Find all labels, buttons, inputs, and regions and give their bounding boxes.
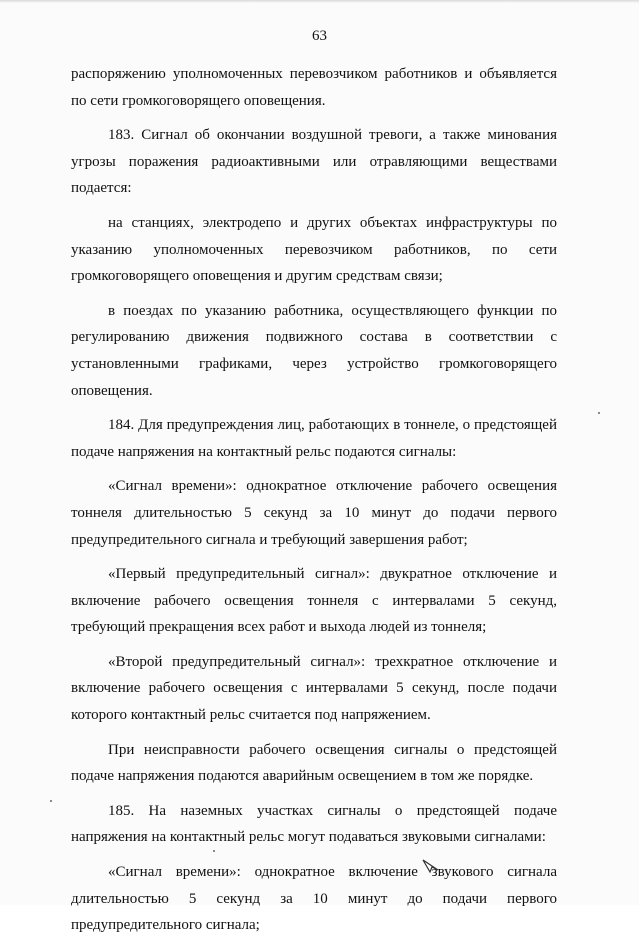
scan-speck [50,800,52,802]
paragraph-184-malfunction: При неисправности рабочего освещения сигналы о предстоящей подаче напряжения подаются аварийным освещением в том же порядке. [71,741,557,785]
paragraph-185: 185. На наземных участках сигналы о предстоящей подаче напряжения на контактный рельс могут подаваться звуковыми сигналами: [71,802,557,846]
scan-speck [213,850,215,852]
paragraph-184-time-signal: «Сигнал времени»: однократное отключение рабочего освещения тоннеля длительностью 5 секунд за 10 минут до подачи первого предупредительного сигнала и требующий завершения работ; [71,478,557,548]
scan-speck [598,412,600,414]
paragraph-continuation: распоряжению уполномоченных перевозчиком работников и объявляется по сети громкоговорящего оповещения. [71,66,557,109]
pen-mark-icon [421,858,443,878]
page-number: 63 [312,28,327,44]
paragraph-185-time-signal: «Сигнал времени»: однократное включение звукового сигнала длительностью 5 секунд за 10 минут до подачи первого предупредительного сигнала; [71,864,557,934]
document-body [71,61,557,939]
paragraph-183: 183. Сигнал об окончании воздушной тревоги, а также минования угрозы поражения радиоактивными или отравляющими веществами подается: [71,127,557,197]
paragraph-183-stations: на станциях, электродепо и других объектах инфраструктуры по указанию уполномоченных перевозчиком работников, по сети громкоговорящего оповещения и другим средствам связи; [71,214,557,285]
paragraph-184: 184. Для предупреждения лиц, работающих в тоннеле, о предстоящей подаче напряжения на контактный рельс подаются сигналы: [71,417,557,460]
paragraph-184-first-warning: «Первый предупредительный сигнал»: двукратное отключение и включение рабочего освещения тоннеля с интервалами 5 секунд, требующий прекращения всех работ и выхода людей из тоннеля; [71,566,557,636]
paragraph-183-trains: в поездах по указанию работника, осуществляющего функции по регулированию движения подвижного состава в соответствии с установленными графиками, через устройство громкоговорящего оповещения. [71,302,557,399]
paragraph-184-second-warning: «Второй предупредительный сигнал»: трехкратное отключение и включение рабочего освещения с интервалами 5 секунд, после подачи которого контактный рельс считается под напряжением. [71,653,557,724]
scan-top-edge [0,0,639,3]
